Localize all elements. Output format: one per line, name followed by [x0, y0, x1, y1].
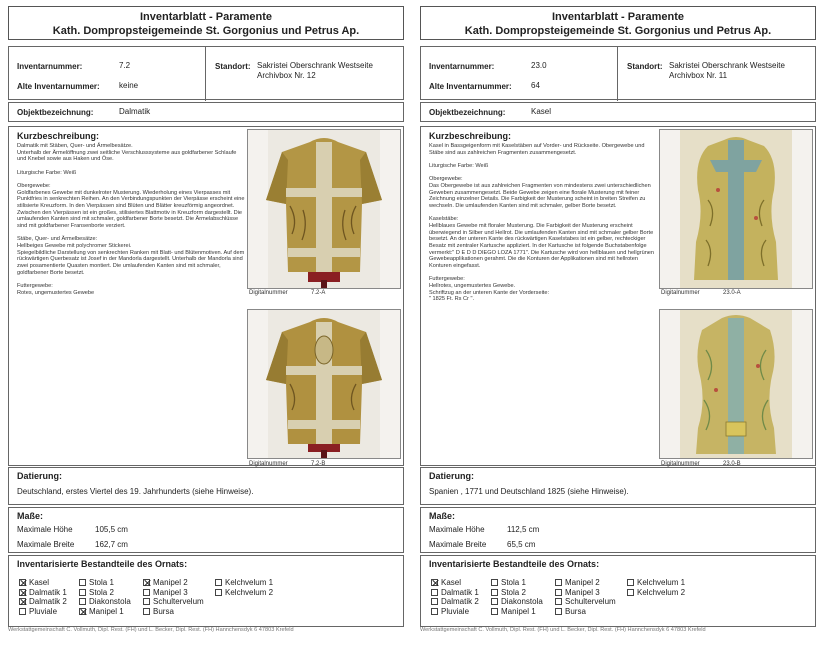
checklist-item — [19, 597, 67, 606]
checkbox-label: Diakonstola — [501, 597, 543, 606]
checkbox[interactable] — [79, 598, 86, 605]
parish-name: Kath. Dompropsteigemeinde St. Gorgonius und Petrus Ap. — [464, 25, 772, 37]
checkbox-label: Kelchvelum 1 — [637, 578, 686, 587]
checkbox[interactable] — [19, 608, 26, 615]
caption-b-label: Digitalnummer — [249, 461, 288, 467]
checklist-item — [79, 588, 114, 597]
standort-label: Standort: — [215, 62, 251, 71]
kasel-back-image — [660, 310, 812, 458]
checkbox-label: Kelchvelum 2 — [225, 587, 274, 597]
footer-address: Werkstattgemeinschaft C. Vollmuth, Dipl. Rest. (FH) und L. Becker, Dipl. Rest. (FH) Hannchensdyk 6 47803 Krefeld — [8, 627, 294, 633]
kurzbeschreibung-box — [8, 126, 404, 466]
standort-value-line1: Sakristei Oberschrank Westseite — [669, 61, 785, 70]
desc-intro: Kasel in Bassgeigenform mit Kaselstäben auf Vorder- und Rückseite. Obergewebe und Stäbe sind aus zahlreichen Fragmenten zusammengesetzt. — [429, 143, 645, 156]
inventarnummer-label: Inventarnummer: — [17, 62, 83, 71]
caption-a-label: Digitalnummer — [249, 290, 288, 296]
kasel-front-image — [660, 130, 812, 288]
alte-inventarnummer-label: Alte Inventarnummer: — [17, 82, 100, 91]
checkbox[interactable] — [143, 579, 150, 586]
checkbox-label: Manipel 3 — [153, 587, 188, 597]
objektbezeichnung-box — [420, 102, 816, 122]
checkbox[interactable] — [431, 598, 438, 605]
checkbox-label: Dalmatik 1 — [29, 587, 67, 597]
photo-kasel-front — [659, 129, 813, 289]
breite-value: 162,7 cm — [95, 540, 128, 549]
standort-label: Standort: — [627, 62, 663, 71]
checkbox-label: Manipel 2 — [565, 578, 600, 587]
checklist-item — [555, 597, 616, 606]
masse-label: Maße: — [17, 511, 44, 521]
photo-dalmatik-back — [247, 309, 401, 459]
checkbox-label: Manipel 1 — [501, 606, 536, 616]
checkbox[interactable] — [19, 589, 26, 596]
inventory-info-box — [420, 46, 816, 100]
alte-inventarnummer-label: Alte Inventarnummer: — [429, 82, 512, 91]
photo-kasel-back — [659, 309, 813, 459]
checkbox[interactable] — [431, 589, 438, 596]
photo-dalmatik-front — [247, 129, 401, 289]
checkbox-label: Stola 1 — [89, 578, 114, 587]
checkbox[interactable] — [215, 579, 222, 586]
masse-label: Maße: — [429, 511, 456, 521]
kurzbeschreibung-label: Kurzbeschreibung: — [17, 131, 100, 141]
sheet-header — [8, 6, 404, 40]
checklist-item — [215, 588, 273, 597]
objektbezeichnung-label: Objektbezeichnung: — [17, 108, 94, 117]
alte-inventarnummer-value: 64 — [531, 81, 540, 90]
checkbox[interactable] — [491, 608, 498, 615]
checkbox-label: Dalmatik 2 — [29, 597, 67, 606]
desc-liturgical-color: Liturgische Farbe: Weiß — [17, 169, 77, 176]
checkbox-label: Dalmatik 1 — [441, 587, 479, 597]
hoehe-label: Maximale Höhe — [17, 525, 73, 534]
checkbox-label: Kelchvelum 2 — [637, 587, 686, 597]
breite-value: 65,5 cm — [507, 540, 536, 549]
standort-value-line2: Archivbox Nr. 11 — [669, 71, 728, 80]
inventarnummer-value: 7.2 — [119, 61, 131, 70]
bestandteile-box — [8, 555, 404, 627]
checkbox[interactable] — [627, 579, 634, 586]
checkbox-label: Pluviale — [441, 606, 470, 616]
checklist-item — [491, 578, 526, 587]
datierung-box — [420, 467, 816, 505]
bestandteile-label: Inventarisierte Bestandteile des Ornats: — [429, 559, 600, 569]
checklist-item — [627, 588, 685, 597]
footer-address: Werkstattgemeinschaft C. Vollmuth, Dipl. Rest. (FH) und L. Becker, Dipl. Rest. (FH) Hannchensdyk 6 47803 Krefeld — [420, 627, 706, 633]
inventory-info-box — [8, 46, 404, 100]
parish-name: Kath. Dompropsteigemeinde St. Gorgonius und Petrus Ap. — [52, 25, 360, 37]
checkbox-label: Schultervelum — [153, 597, 204, 606]
caption-b-label: Digitalnummer — [661, 461, 700, 467]
checklist-item — [431, 607, 469, 616]
inventarnummer-label: Inventarnummer: — [429, 62, 495, 71]
datierung-label: Datierung: — [17, 471, 62, 481]
objektbezeichnung-value: Dalmatik — [119, 107, 151, 116]
checkbox[interactable] — [215, 589, 222, 596]
checklist-item — [143, 588, 188, 597]
checkbox[interactable] — [79, 589, 86, 596]
checklist-item — [79, 597, 131, 606]
caption-b-number: 23.0-B — [723, 461, 741, 467]
checkbox[interactable] — [431, 579, 438, 586]
checkbox-label: Manipel 2 — [153, 578, 188, 587]
checklist-item — [79, 607, 124, 616]
checkbox[interactable] — [627, 589, 634, 596]
checklist-item — [19, 578, 49, 587]
breite-label: Maximale Breite — [17, 540, 75, 549]
kurzbeschreibung-box — [420, 126, 816, 466]
inventory-sheet-dalmatik — [8, 6, 404, 638]
checklist-item — [79, 578, 114, 587]
description-text — [17, 143, 245, 303]
hoehe-value: 105,5 cm — [95, 525, 128, 534]
checkbox-label: Stola 2 — [501, 587, 526, 597]
sheet-title: Inventarblatt - Paramente — [139, 11, 273, 23]
datierung-box — [8, 467, 404, 505]
dalmatik-front-image — [248, 130, 400, 288]
checkbox[interactable] — [555, 598, 562, 605]
checkbox[interactable] — [143, 598, 150, 605]
checkbox[interactable] — [19, 579, 26, 586]
checkbox-label: Kelchvelum 1 — [225, 578, 274, 587]
desc-futter: Futtergewebe: Rotes, ungemustertes Gewebe — [17, 282, 95, 296]
checkbox-label: Diakonstola — [89, 597, 131, 606]
sheet-title: Inventarblatt - Paramente — [551, 11, 685, 23]
datierung-value: Deutschland, erstes Viertel des 19. Jahrhunderts (siehe Hinweise). — [17, 487, 254, 496]
sheet-header — [420, 6, 816, 40]
desc-staebe: Stäbe, Quer- und Ärmelbesätze: Hellbeiges Gewebe mit polychromer Stickerei. Spiegelbildliche Darstellung von senkrechten Ranken mit Blatt- und Blütenmotiven. Auf dem rückwärtigen Querbesatz ist Josef in der Mandorla dargestellt. Unterhalb der Mandorla sind zwei posamentierte Quasten montiert. Die umlaufenden Kanten sind mit schmaler, goldfarbener Borte besetzt. — [17, 236, 245, 276]
objektbezeichnung-value: Kasel — [531, 107, 552, 116]
caption-a-number: 23.0-A — [723, 290, 741, 296]
checkbox[interactable] — [555, 608, 562, 615]
checklist-item — [491, 588, 526, 597]
caption-a-number: 7.2-A — [311, 290, 326, 296]
checkbox-label: Manipel 1 — [89, 606, 124, 616]
breite-label: Maximale Breite — [429, 540, 487, 549]
checkbox-label: Kasel — [441, 578, 462, 587]
checkbox-label: Schultervelum — [565, 597, 616, 606]
checkbox-label: Pluviale — [29, 606, 58, 616]
checkbox[interactable] — [79, 579, 86, 586]
datierung-value: Spanien , 1771 und Deutschland 1825 (siehe Hinweise). — [429, 487, 629, 496]
datierung-label: Datierung: — [429, 471, 474, 481]
checkbox[interactable] — [491, 589, 498, 596]
desc-intro: Dalmatik mit Stäben, Quer- und Ärmelbesätze. Unterhalb der Ärmelöffnung zwei seitliche Verschlusssysteme aus goldfarbener Schlaufe und Knebel sowie aus Haken und Öse. — [17, 143, 237, 163]
checklist-item — [431, 588, 479, 597]
checkbox-label: Stola 2 — [89, 587, 114, 597]
caption-b-number: 7.2-B — [311, 461, 326, 467]
checklist-item — [431, 578, 461, 587]
desc-obergewebe: Obergewebe: Das Obergewebe ist aus zahlreichen Fragmenten von mindestens zwei unterschiedlichen Geweben zusammengesetzt. Beide Gewebe zeigen eine florale Musterung mit feiner Zeichnung einzelner Details. Die Farbigkeit der Musterung scheint in breiten Streifen zu wechseln. Die umlaufenden Kanten sind mit schmaler, gelber Borte besetzt. — [429, 176, 651, 209]
checkbox-label: Manipel 3 — [565, 587, 600, 597]
checklist-item — [143, 607, 174, 616]
bestandteile-label: Inventarisierte Bestandteile des Ornats: — [17, 559, 188, 569]
dalmatik-back-image — [248, 310, 400, 458]
caption-a-label: Digitalnummer — [661, 290, 700, 296]
checkbox[interactable] — [79, 608, 86, 615]
checklist-item — [19, 588, 67, 597]
checkbox-label: Stola 1 — [501, 578, 526, 587]
inventory-sheet-kasel — [420, 6, 816, 638]
masse-box — [420, 507, 816, 553]
checkbox[interactable] — [555, 589, 562, 596]
checklist-item — [555, 588, 600, 597]
checklist-item — [431, 597, 479, 606]
checkbox-label: Dalmatik 2 — [441, 597, 479, 606]
checkbox[interactable] — [491, 579, 498, 586]
checkbox[interactable] — [555, 579, 562, 586]
checkbox[interactable] — [143, 608, 150, 615]
desc-kaselstaebe: Kaselstäbe: Hellblaues Gewebe mit floraler Musterung. Die Farbigkeit der Musterung erscheint überwiegend in Silber und Hellrot. Die umlaufenden Kanten sind mit schmaler gelber Borte besetzt. An der unteren Kante des rückwärtigen Kaselstabes ist ein gelber, rechteckiger Besatz mit zentraler Kartusche appliziert. In der Kartusche ist folgende Buchstabenfolge vermerkt:" D E D D DIEGO LOZA 1771". Die Kartusche wird von hellblauen und hellgrünen Gewebeapplikationen gerahmt. Die die Konturen der Applikationen sind mit hellroten Konturen eingefasst. — [429, 216, 655, 270]
checklist-item — [627, 578, 685, 587]
checkbox[interactable] — [491, 598, 498, 605]
checkbox[interactable] — [19, 598, 26, 605]
checkbox[interactable] — [143, 589, 150, 596]
desc-obergewebe: Obergewebe: Goldfarbenes Gewebe mit dunkelroter Musterung. Wiederholung eines Vierpasses mit Punktfries in senkrechten Reihen. An den Verbindungspunkten der Vierpässe erscheint eine stilisierte Kreuzform. In den Vierpässen sind Blüten und Blätter kreuzförmig angeordnet. Zwischen den Vierpässen ist ein großes, stilisiertes Blattmotiv in Kreuzform dargestellt. Die umlaufenden Kanten sind mit schmaler, goldfarbener Borte besetzt. Die Ärmelabschlüsse sind mit goldfarbener Fransenborte verziert. — [17, 182, 245, 230]
hoehe-value: 112,5 cm — [507, 525, 540, 534]
standort-value-line1: Sakristei Oberschrank Westseite — [257, 61, 373, 70]
objektbezeichnung-box — [8, 102, 404, 122]
checkbox-label: Bursa — [565, 606, 586, 616]
standort-value-line2: Archivbox Nr. 12 — [257, 71, 316, 80]
kurzbeschreibung-label: Kurzbeschreibung: — [429, 131, 512, 141]
checklist-item — [555, 607, 586, 616]
checkbox[interactable] — [431, 608, 438, 615]
desc-futter: Futtergewebe: Hellrotes, ungemustertes Gewebe. Schriftzug an der unteren Kante der Vorderseite: " 1825 Ft. Rs Cr ". — [429, 276, 550, 303]
checklist-item — [215, 578, 273, 587]
checklist-item — [143, 578, 188, 587]
masse-box — [8, 507, 404, 553]
checkbox-label: Bursa — [153, 606, 174, 616]
inventarnummer-value: 23.0 — [531, 61, 547, 70]
description-text — [429, 143, 657, 310]
alte-inventarnummer-value: keine — [119, 81, 139, 90]
checklist-item — [143, 597, 204, 606]
checklist-item — [555, 578, 600, 587]
checklist-item — [491, 607, 536, 616]
checkbox-label: Kasel — [29, 578, 50, 587]
hoehe-label: Maximale Höhe — [429, 525, 485, 534]
objektbezeichnung-label: Objektbezeichnung: — [429, 108, 506, 117]
checklist-item — [491, 597, 543, 606]
desc-liturgical-color: Liturgische Farbe: Weiß — [429, 162, 489, 169]
bestandteile-box — [420, 555, 816, 627]
checklist-item — [19, 607, 57, 616]
